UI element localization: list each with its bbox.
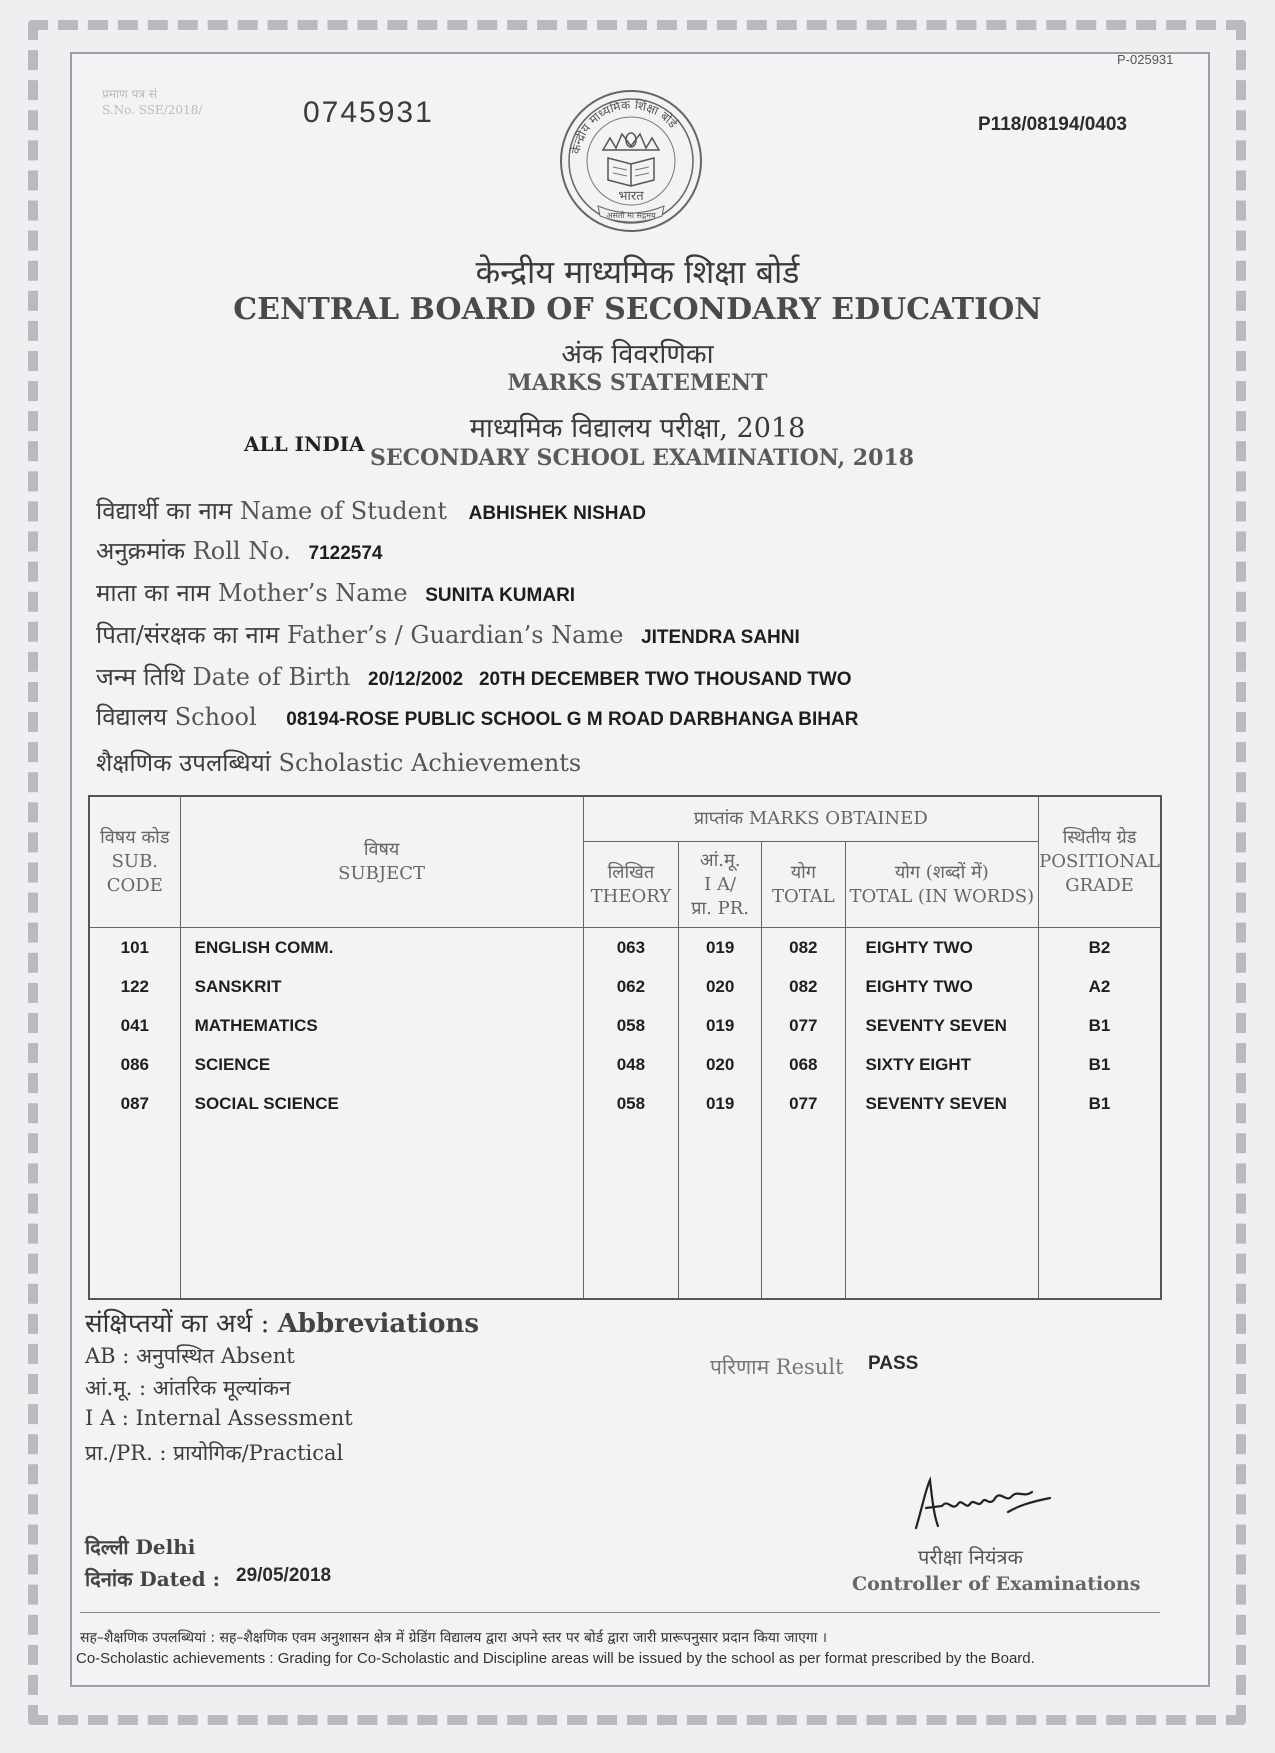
dated-label: दिनांक Dated : xyxy=(85,1567,220,1591)
marks-table xyxy=(88,795,1162,1300)
svg-text:भारत: भारत xyxy=(618,189,644,204)
footer-divider xyxy=(80,1612,1160,1613)
date-of-birth-value: 20/12/2002 20TH DECEMBER TWO THOUSAND TWO xyxy=(368,669,852,690)
controller-signature-icon xyxy=(908,1468,1058,1538)
table-empty-space xyxy=(89,1123,1161,1299)
exam-name-hindi: माध्यमिक विद्यालय परीक्षा, 2018 xyxy=(469,413,806,444)
header-subject: विषय SUBJECT xyxy=(180,796,583,928)
student-name-field: विद्यार्थी का नाम Name of Student ABHISHEK NISHAD xyxy=(96,497,646,525)
place-of-issue: दिल्ली Delhi xyxy=(85,1535,196,1559)
svg-text:केन्द्रीय माध्यमिक शिक्षा बोर्: केन्द्रीय माध्यमिक शिक्षा बोर्ड xyxy=(568,97,680,156)
father-name-value: JITENDRA SAHNI xyxy=(641,627,800,648)
date-of-birth-field: जन्म तिथि Date of Birth 20/12/2002 20TH DECEMBER TWO THOUSAND TWO xyxy=(96,663,852,691)
header-ia-practical: आं.मू. I A/ प्रा. PR. xyxy=(679,842,762,928)
document-title-english: MARKS STATEMENT xyxy=(507,370,768,396)
roll-number-value: 7122574 xyxy=(308,543,383,564)
faded-serial-stamp: प्रमाण पत्र सं S.No. SSE/2018/ xyxy=(102,87,203,117)
svg-text:असतो मा सद्गमय: असतो मा सद्गमय xyxy=(606,211,656,220)
abbreviation-item: आं.मू. : आंतरिक मूल्यांकन xyxy=(85,1376,291,1400)
header-total-in-words: योग (शब्दों में) TOTAL (IN WORDS) xyxy=(845,842,1039,928)
abbreviations-heading: संक्षिप्तयों का अर्थ : Abbreviations xyxy=(85,1309,479,1339)
dated-value: 29/05/2018 xyxy=(236,1565,332,1586)
footer-note-hindi: सह–शैक्षणिक उपलब्धियां : सह–शैक्षणिक एवम अनुशासन क्षेत्र में ग्रेडिंग विद्यालय द्वारा अपने स्तर पर बोर्ड द्वारा जारी प्रारूपनुसार प्रदान किया जाएगा । xyxy=(80,1630,828,1646)
result-value: PASS xyxy=(868,1353,919,1374)
header-marks-obtained: प्राप्तांक MARKS OBTAINED xyxy=(583,796,1038,842)
table-row: 101 ENGLISH COMM. 063 019 082 EIGHTY TWO B2 xyxy=(89,928,1161,968)
result-label: परिणाम Result xyxy=(710,1355,844,1379)
student-name-value: ABHISHEK NISHAD xyxy=(468,503,646,524)
roll-number-field: अनुक्रमांक Roll No. 7122574 xyxy=(96,537,383,565)
header-theory: लिखित THEORY xyxy=(583,842,679,928)
mother-name-value: SUNITA KUMARI xyxy=(425,585,576,606)
footer-note-english: Co-Scholastic achievements : Grading for Co-Scholastic and Discipline areas will be issued by the school as per format prescribed by the Board. xyxy=(76,1650,1035,1667)
board-name-english: CENTRAL BOARD OF SECONDARY EDUCATION xyxy=(233,292,1042,327)
abbreviation-item: I A : Internal Assessment xyxy=(85,1406,353,1430)
school-field: विद्यालय School 08194-ROSE PUBLIC SCHOOL G M ROAD DARBHANGA BIHAR xyxy=(96,703,859,731)
father-name-field: पिता/संरक्षक का नाम Father’s / Guardian’s Name JITENDRA SAHNI xyxy=(96,621,800,649)
scholastic-achievements-heading: शैक्षणिक उपलब्धियां Scholastic Achievements xyxy=(96,749,582,777)
table-row: 087 SOCIAL SCIENCE 058 019 077 SEVENTY SEVEN B1 xyxy=(89,1084,1161,1123)
school-value: 08194-ROSE PUBLIC SCHOOL G M ROAD DARBHANGA BIHAR xyxy=(286,709,859,730)
abbreviation-item: प्रा./PR. : प्रायोगिक/Practical xyxy=(85,1441,344,1465)
header-sub-code: विषय कोड SUB. CODE xyxy=(89,796,180,928)
header-positional-grade: स्थितीय ग्रेड POSITIONAL GRADE xyxy=(1039,796,1161,928)
all-india-label: ALL INDIA xyxy=(244,432,365,456)
cbse-seal-icon xyxy=(558,88,704,234)
serial-number: 0745931 xyxy=(303,96,434,129)
reference-number: P118/08194/0403 xyxy=(978,114,1127,135)
table-row: 122 SANSKRIT 062 020 082 EIGHTY TWO A2 xyxy=(89,967,1161,1006)
table-row: 086 SCIENCE 048 020 068 SIXTY EIGHT B1 xyxy=(89,1045,1161,1084)
controller-title-english: Controller of Examinations xyxy=(852,1573,1141,1595)
abbreviation-item: AB : अनुपस्थित Absent xyxy=(85,1344,295,1368)
mother-name-field: माता का नाम Mother’s Name SUNITA KUMARI xyxy=(96,579,576,607)
controller-title-hindi: परीक्षा नियंत्रक xyxy=(918,1545,1023,1569)
table-row: 041 MATHEMATICS 058 019 077 SEVENTY SEVEN B1 xyxy=(89,1006,1161,1045)
board-name-hindi: केन्द्रीय माध्यमिक शिक्षा बोर्ड xyxy=(475,253,800,291)
exam-name-english: SECONDARY SCHOOL EXAMINATION, 2018 xyxy=(370,445,915,471)
header-total: योग TOTAL xyxy=(762,842,845,928)
document-title-hindi: अंक विवरणिका xyxy=(561,339,714,370)
top-code: P-025931 xyxy=(1117,52,1174,67)
